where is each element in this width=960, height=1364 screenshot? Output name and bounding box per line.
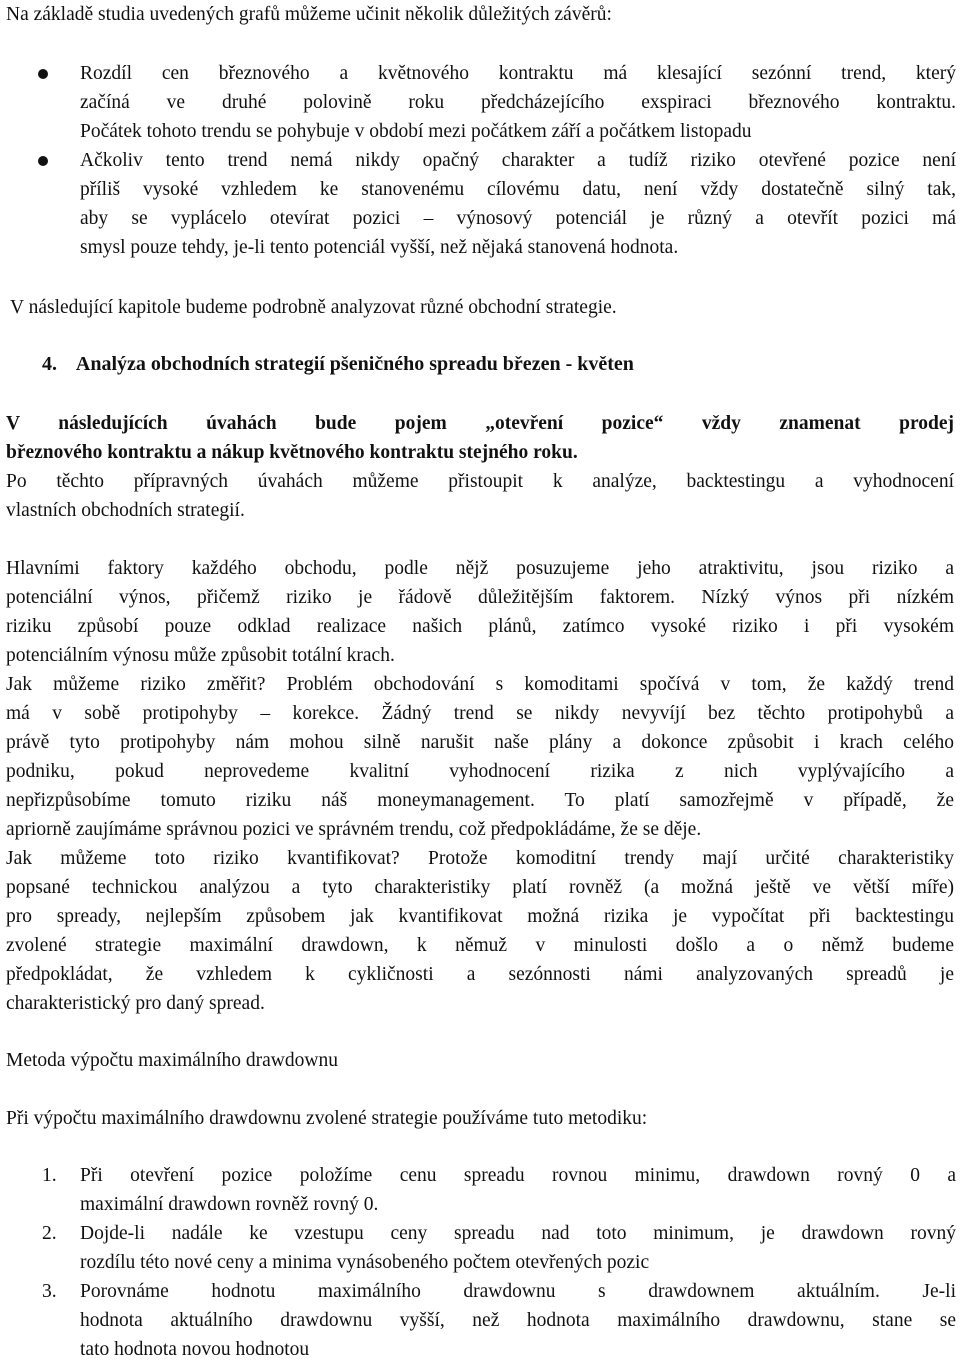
text-line: Po těchto přípravných úvahách můžeme přistoupit k analýze, backtestingu a vyhodnocení	[6, 471, 954, 492]
step-number: 2.	[42, 1223, 57, 1244]
text-line: riziku způsobí pouze odklad realizace našich plánů, zatímco vysoké riziko i při vysokém	[6, 616, 954, 637]
text-line: Dojde-li nadále ke vzestupu ceny spreadu nad toto minimum, je drawdown rovný	[80, 1223, 956, 1244]
text-line: má v sobě protipohyby – korekce. Žádný trend se nikdy nevyvíjí bez těchto protipohybů a	[6, 703, 954, 724]
text-line: Rozdíl cen březnového a květnového kontraktu má klesající sezónní trend, který	[80, 63, 956, 84]
text-line: charakteristický pro daný spread.	[6, 993, 265, 1014]
intro-paragraph: Na základě studia uvedených grafů můžeme učinit několik důležitých závěrů:	[6, 4, 612, 25]
text-line: právě tyto protipohyby nám mohou silně narušit naše plány a dokonce způsobit i krach celého	[6, 732, 954, 753]
text-line: Jak můžeme riziko změřit? Problém obchodování s komoditami spočívá v tom, že každý trend	[6, 674, 954, 695]
text-line: Počátek tohoto trendu se pohybuje v období mezi počátkem září a počátkem listopadu	[80, 121, 752, 142]
text-line: nepřizpůsobíme tomuto riziku náš moneymanagement. To platí samozřejmě v případě, že	[6, 790, 954, 811]
step-item-3	[80, 1277, 956, 1364]
text-line: potenciálním výnosu může způsobit totální krach.	[6, 645, 395, 666]
text-line: podniku, pokud neprovedeme kvalitní vyhodnocení rizika z nich vyplývajícího a	[6, 761, 954, 782]
paragraph-1	[6, 467, 954, 525]
bullet-item-2	[80, 146, 956, 262]
method-title: Metoda výpočtu maximálního drawdownu	[6, 1050, 338, 1071]
text-line: vlastních obchodních strategií.	[6, 500, 245, 521]
next-chapter-paragraph: V následující kapitole budeme podrobně analyzovat různé obchodní strategie.	[10, 297, 617, 318]
step-number: 3.	[42, 1281, 57, 1302]
text-line: smysl pouze tehdy, je-li tento potenciál vyšší, než nějaká stanovená hodnota.	[80, 237, 679, 258]
text-line: zvolené strategie maximální drawdown, k němuž v minulosti došlo a o němž budeme	[6, 935, 954, 956]
section-number: 4.	[42, 353, 57, 375]
text-line: předpokládat, že vzhledem k cykličnosti a sezónnosti námi analyzovaných spreadů je	[6, 964, 954, 985]
step-number: 1.	[42, 1165, 57, 1186]
bullet-dot	[38, 69, 48, 79]
paragraph-2	[6, 554, 954, 1018]
text-line: Ačkoliv tento trend nemá nikdy opačný charakter a tudíž riziko otevřené pozice není	[80, 150, 956, 171]
bullet-dot	[38, 156, 48, 166]
text-line: rozdílu této nové ceny a minima vynásobeného počtem otevřených pozic	[80, 1252, 650, 1273]
text-line: příliš vysoké vzhledem ke stanovenému cílovému datu, není vždy dostatečně silný tak,	[80, 179, 956, 200]
text-line: hodnota aktuálního drawdownu vyšší, než hodnota maximálního drawdownu, stane se	[80, 1310, 956, 1331]
bullet-item-1	[80, 59, 956, 146]
text-line: tato hodnota novou hodnotou	[80, 1339, 310, 1360]
text-line: popsané technickou analýzou a tyto charakteristiky platí rovněž (a možná ještě ve větší míře)	[6, 877, 954, 898]
step-item-2	[80, 1219, 956, 1277]
text-line: pro spready, nejlepším způsobem jak kvantifikovat možná rizika je vypočítat při backtestingu	[6, 906, 954, 927]
text-line: apriorně zaujímáme správnou pozici ve správném trendu, což předpokládáme, že se děje.	[6, 819, 702, 840]
text-line: V následujících úvahách bude pojem „otevření pozice“ vždy znamenat prodej	[6, 413, 954, 434]
text-line: Hlavními faktory každého obchodu, podle nějž posuzujeme jeho atraktivitu, jsou riziko a	[6, 558, 954, 579]
text-line: potenciální výnos, přičemž riziko je řádově důležitějším faktorem. Nízký výnos při nízkém	[6, 587, 954, 608]
text-line: začíná ve druhé polovině roku předcházejícího exspiraci březnového kontraktu.	[80, 92, 956, 113]
section-title: Analýza obchodních strategií pšeničného spreadu březen - květen	[75, 353, 634, 375]
step-item-1	[80, 1161, 956, 1219]
text-line: Jak můžeme toto riziko kvantifikovat? Protože komoditní trendy mají určité charakteristiky	[6, 848, 954, 869]
method-intro: Při výpočtu maximálního drawdownu zvolené strategie používáme tuto metodiku:	[6, 1108, 648, 1129]
text-line: březnového kontraktu a nákup květnového kontraktu stejného roku.	[6, 442, 578, 463]
text-line: Porovnáme hodnotu maximálního drawdownu s drawdownem aktuálním. Je-li	[80, 1281, 956, 1302]
section-heading	[42, 350, 634, 379]
text-line: maximální drawdown rovněž rovný 0.	[80, 1194, 379, 1215]
definition-paragraph	[6, 409, 954, 467]
text-line: aby se vyplácelo otevírat pozici – výnosový potenciál je různý a otevřít pozici má	[80, 208, 956, 229]
text-line: Při otevření pozice položíme cenu spreadu rovnou minimu, drawdown rovný 0 a	[80, 1165, 956, 1186]
